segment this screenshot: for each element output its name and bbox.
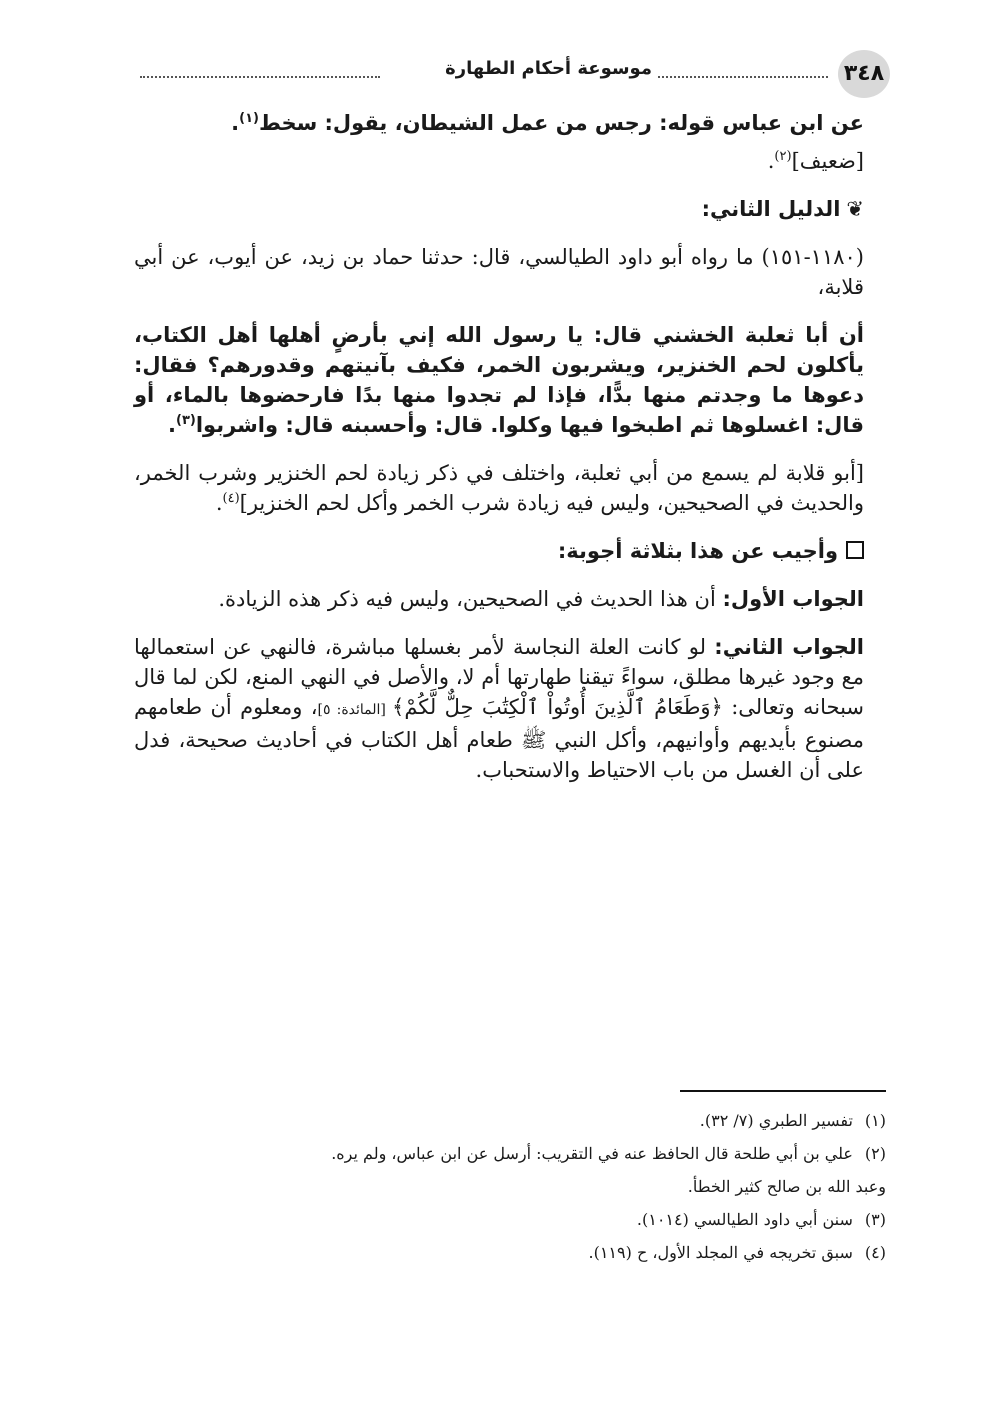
section-heading-second-evidence: ❦الدليل الثاني: bbox=[134, 194, 864, 224]
footnote-2-continued: وعبد الله بن صالح كثير الخطأ. bbox=[687, 1177, 886, 1196]
footnote-ref-1[interactable]: (١) bbox=[239, 111, 259, 126]
footnote-4: (٤)سبق تخريجه في المجلد الأول، ح (١١٩). bbox=[588, 1243, 886, 1262]
main-text bbox=[134, 108, 864, 803]
verse-reference: [المائدة: ٥] bbox=[317, 702, 393, 718]
footnote-ref-3[interactable]: (٣) bbox=[175, 413, 196, 428]
paragraph-quote-ibn-abbas: عن ابن عباس قوله: رجس من عمل الشيطان، يقول: سخط$^{(١)}$. bbox=[231, 111, 864, 135]
paragraph-first-answer: الجواب الأول: أن هذا الحديث في الصحيحين، وليس فيه ذكر هذه الزيادة. bbox=[218, 587, 864, 611]
quran-verse: ﴿وَطَعَامُ ٱلَّذِينَ أُوتُواْ ٱلْكِتَٰبَ حِلٌّ لَّكُمْ﴾ bbox=[392, 695, 723, 719]
paragraph-hadith-grading: [أبو قلابة لم يسمع من أبي ثعلبة، واختلف في ذكر زيادة لحم الخنزير وشرب الخمر، والحديث في الصحيحين، وليس فيه زيادة شرب الخمر وأكل لحم الخنزير]$^{(٤)}$. bbox=[134, 461, 864, 515]
page-header bbox=[140, 50, 890, 100]
header-dotted-rule-right bbox=[658, 76, 828, 78]
header-dotted-rule-left bbox=[140, 76, 380, 78]
second-answer-label: الجواب الثاني: bbox=[714, 635, 864, 659]
page-number: ٣٤٨ bbox=[838, 50, 890, 98]
footnote-2: (٢)علي بن أبي طلحة قال الحافظ عنه في التقريب: أرسل عن ابن عباس، ولم يره. bbox=[331, 1144, 886, 1163]
paragraph-second-answer: الجواب الثاني: لو كانت العلة النجاسة لأمر بغسلها مباشرة، فالنهي عن استعمالها مع وجود غيرها مطلق، سواءً تيقنا طهارتها أم لا، والأصل في النهي المنع، لكن لما قال سبحانه وتعالى: ﴿وَطَعَامُ ٱلَّذِينَ أُوتُواْ ٱلْكِتَٰبَ حِلٌّ لَّكُمْ﴾ [المائدة: ٥]، ومعلوم أن طعامهم مصنوع بأيديهم وأوانيهم، وأكل النبي ﷺ طعام أهل الكتاب في أحاديث صحيحة، فدل على أن الغسل من باب الاحتياط والاستحباب. bbox=[134, 635, 865, 782]
running-title: موسوعة أحكام الطهارة bbox=[445, 58, 652, 79]
square-bullet-icon bbox=[846, 541, 864, 559]
footnote-ref-4[interactable]: (٤) bbox=[222, 491, 240, 506]
footnotes bbox=[126, 1110, 886, 1275]
leaf-ornament-icon: ❦ bbox=[846, 197, 864, 221]
paragraph-isnad: (١١٨٠-١٥١) ما رواه أبو داود الطيالسي، قال: حدثنا حماد بن زيد، عن أيوب، عن أبي قلابة، bbox=[134, 245, 864, 299]
footnote-3: (٣)سنن أبي داود الطيالسي (١٠١٤). bbox=[636, 1210, 886, 1229]
footnote-separator bbox=[680, 1090, 886, 1092]
footnote-ref-2[interactable]: (٢) bbox=[774, 149, 792, 164]
first-answer-label: الجواب الأول: bbox=[722, 587, 864, 611]
section-heading-answers: وأجيب عن هذا بثلاثة أجوبة: bbox=[134, 536, 864, 566]
paragraph-grading: [ضعيف]$^{(٢)}$. bbox=[767, 149, 864, 173]
footnote-1: (١)تفسير الطبري (٧/ ٣٢). bbox=[699, 1111, 886, 1130]
paragraph-hadith-text: أن أبا ثعلبة الخشني قال: يا رسول الله إني بأرضٍ أهلها أهل الكتاب، يأكلون لحم الخنزير، ويشربون الخمر، فكيف بآنيتهم وقدورهم؟ فقال: دعوها ما وجدتم منها بدًّا، فإذا لم تجدوا منها بدًا فارحضوها بالماء، أو قال: اغسلوها ثم اطبخوا فيها وكلوا. قال: وأحسبنه قال: واشربوا$^{(٣)}$. bbox=[134, 323, 864, 437]
